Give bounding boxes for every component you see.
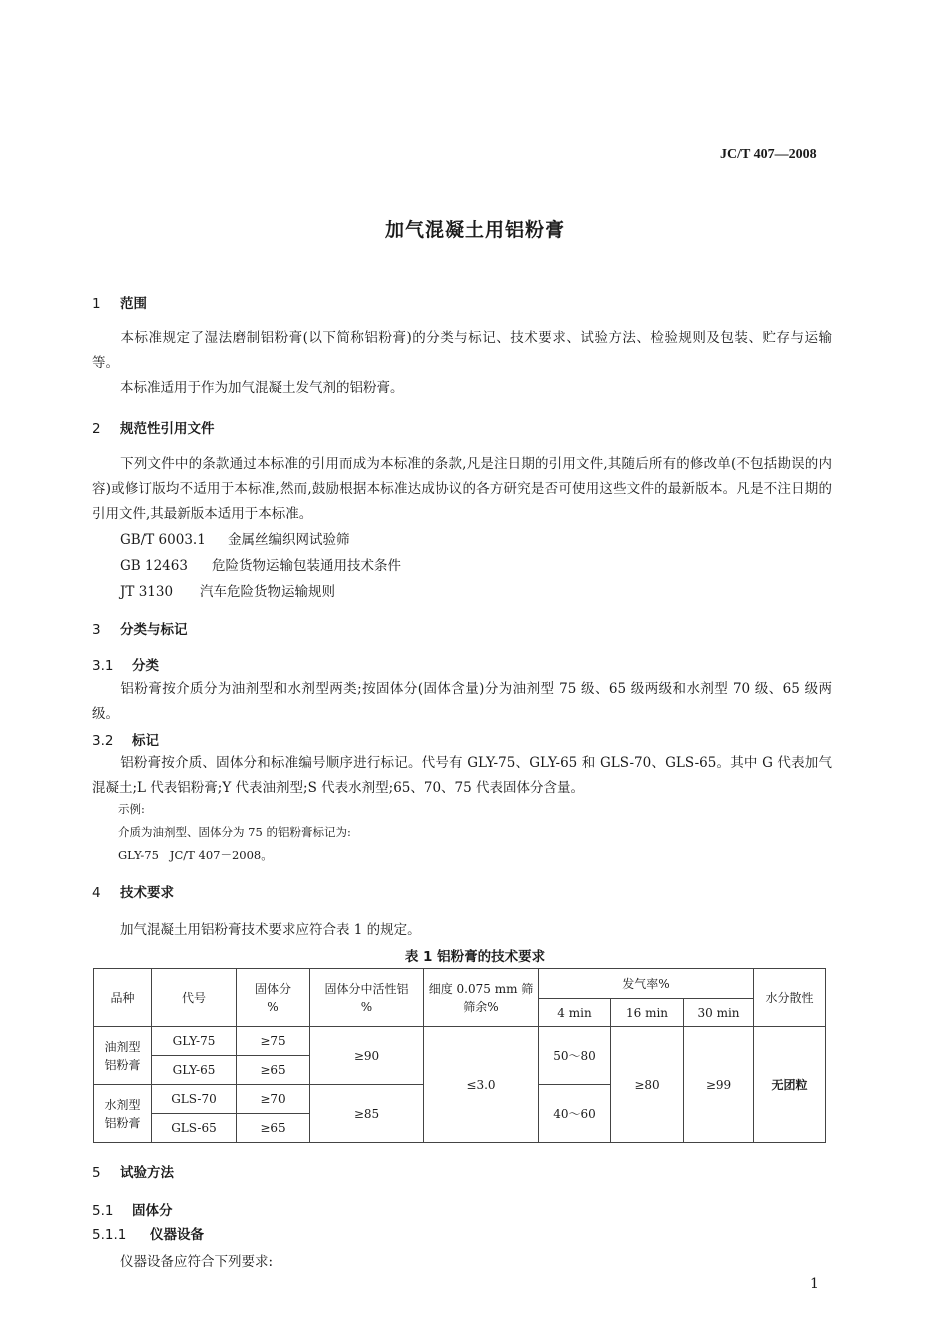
header-solid-unit: % bbox=[267, 999, 279, 1014]
variety-water bbox=[94, 1085, 152, 1143]
active-al-cell: ≥85 bbox=[310, 1085, 424, 1143]
section-title: 固体分 bbox=[132, 1203, 173, 1219]
section-title: 试验方法 bbox=[120, 1165, 174, 1181]
gas-4min-cell: 50～80 bbox=[539, 1027, 611, 1085]
header-30min: 30 min bbox=[684, 999, 754, 1027]
variety-line: 铝粉膏 bbox=[104, 1115, 141, 1130]
section-1-heading bbox=[92, 292, 147, 312]
reference-code: GB/T 6003.1 bbox=[120, 532, 206, 548]
header-fineness bbox=[424, 969, 539, 1027]
header-variety: 品种 bbox=[94, 969, 152, 1027]
solid-cell: ≥65 bbox=[237, 1114, 310, 1143]
section-title: 仪器设备 bbox=[150, 1227, 204, 1243]
variety-oil bbox=[94, 1027, 152, 1085]
active-al-cell: ≥90 bbox=[310, 1027, 424, 1085]
reference-item bbox=[120, 554, 401, 574]
code-cell: GLY-65 bbox=[152, 1056, 237, 1085]
section-number: 3 bbox=[92, 622, 101, 638]
paragraph-text: 铝粉膏按介质分为油剂型和水剂型两类;按固体分(固体含量)分为油剂型 75 级、65 级两级和水剂型 70 级、65 级两级。 bbox=[92, 681, 832, 722]
section-3-heading bbox=[92, 618, 188, 638]
header-4min: 4 min bbox=[539, 999, 611, 1027]
paragraph-text: 本标准规定了湿法磨制铝粉膏(以下简称铝粉膏)的分类与标记、技术要求、试验方法、检验规则及包装、贮存与运输等。 bbox=[92, 330, 832, 371]
reference-title: 汽车危险货物运输规则 bbox=[200, 584, 335, 600]
section-5-heading bbox=[92, 1161, 174, 1181]
solid-cell: ≥70 bbox=[237, 1085, 310, 1114]
section-2-paragraph bbox=[92, 452, 832, 527]
reference-title: 危险货物运输包装通用技术条件 bbox=[212, 558, 401, 574]
section-1-paragraph-1 bbox=[92, 326, 832, 376]
technical-requirements-table bbox=[93, 968, 826, 1143]
section-1-paragraph-2 bbox=[92, 376, 832, 401]
fineness-cell: ≤3.0 bbox=[424, 1027, 539, 1143]
table-header-row bbox=[94, 969, 826, 999]
standard-code: JC/T 407—2008 bbox=[720, 147, 817, 162]
example-label: 示例: bbox=[118, 802, 145, 816]
variety-line: 铝粉膏 bbox=[104, 1057, 141, 1072]
section-3-2-heading bbox=[92, 729, 159, 749]
header-code: 代号 bbox=[152, 969, 237, 1027]
section-title: 技术要求 bbox=[120, 885, 174, 901]
paragraph-text: 下列文件中的条款通过本标准的引用而成为本标准的条款,凡是注日期的引用文件,其随后所有的修改单(不包括勘误的内容)或修订版均不适用于本标准,然而,鼓励根据本标准达成协议的各方研究是否可使用这些文件的最新版本。凡是不注日期的引用文件,其最新版本适用于本标准。 bbox=[92, 456, 832, 522]
paragraph-text: 本标准适用于作为加气混凝土发气剂的铝粉膏。 bbox=[120, 380, 404, 396]
header-active-label: 固体分中活性铝 bbox=[324, 981, 409, 996]
section-number: 3.1 bbox=[92, 658, 114, 674]
gas-16min-cell: ≥80 bbox=[611, 1027, 684, 1143]
page-number: 1 bbox=[810, 1276, 819, 1292]
section-4-heading bbox=[92, 881, 174, 901]
code-cell: GLS-70 bbox=[152, 1085, 237, 1114]
header-dispersibility: 水分散性 bbox=[754, 969, 826, 1027]
header-solid-content bbox=[237, 969, 310, 1027]
example-text: 介质为油剂型、固体分为 75 的铝粉膏标记为: bbox=[118, 825, 351, 839]
section-2-heading bbox=[92, 417, 215, 437]
section-number: 3.2 bbox=[92, 733, 114, 749]
variety-line: 水剂型 bbox=[104, 1097, 141, 1112]
section-4-paragraph: 加气混凝土用铝粉膏技术要求应符合表 1 的规定。 bbox=[120, 922, 421, 938]
variety-line: 油剂型 bbox=[104, 1039, 141, 1054]
section-number: 5 bbox=[92, 1165, 101, 1181]
section-5-1-heading bbox=[92, 1199, 173, 1219]
header-16min: 16 min bbox=[611, 999, 684, 1027]
section-title: 分类 bbox=[132, 658, 159, 674]
code-cell: GLS-65 bbox=[152, 1114, 237, 1143]
section-number: 5.1 bbox=[92, 1203, 114, 1219]
gas-30min-cell: ≥99 bbox=[684, 1027, 754, 1143]
reference-code: GB 12463 bbox=[120, 558, 188, 574]
section-title: 规范性引用文件 bbox=[120, 421, 215, 437]
header-solid-label: 固体分 bbox=[254, 981, 291, 996]
solid-cell: ≥75 bbox=[237, 1027, 310, 1056]
section-number: 2 bbox=[92, 421, 101, 437]
paragraph-text: 铝粉膏按介质、固体分和标准编号顺序进行标记。代号有 GLY-75、GLY-65 和 GLS-70、GLS-65。其中 G 代表加气混凝土;L 代表铝粉膏;Y 代表油剂型;S 代表水剂型;65、70、75 代表固体分含量。 bbox=[92, 755, 832, 796]
table-row bbox=[94, 1027, 826, 1056]
section-3-1-paragraph bbox=[92, 677, 832, 727]
section-3-1-heading bbox=[92, 654, 159, 674]
gas-4min-cell: 40～60 bbox=[539, 1085, 611, 1143]
section-title: 标记 bbox=[132, 733, 159, 749]
section-number: 1 bbox=[92, 296, 101, 312]
table-caption: 表 1 铝粉膏的技术要求 bbox=[404, 949, 546, 965]
header-active-unit: % bbox=[360, 999, 373, 1014]
section-title: 范围 bbox=[120, 296, 147, 312]
reference-item bbox=[120, 528, 350, 548]
section-3-2-paragraph bbox=[92, 751, 832, 801]
section-5-1-1-paragraph: 仪器设备应符合下列要求: bbox=[120, 1254, 274, 1270]
section-number: 4 bbox=[92, 885, 101, 901]
header-fineness-label: 细度 0.075 mm 筛 bbox=[428, 981, 534, 996]
header-gas-rate: 发气率% bbox=[539, 969, 754, 999]
section-number: 5.1.1 bbox=[92, 1227, 127, 1243]
dispersibility-cell: 无团粒 bbox=[754, 1027, 826, 1143]
example-mark: GLY-75 JC/T 407－2008。 bbox=[118, 848, 273, 862]
header-fineness-unit: 筛余% bbox=[463, 999, 499, 1014]
reference-item bbox=[120, 580, 335, 600]
code-cell: GLY-75 bbox=[152, 1027, 237, 1056]
document-title: 加气混凝土用铝粉膏 bbox=[384, 219, 565, 241]
solid-cell: ≥65 bbox=[237, 1056, 310, 1085]
reference-title: 金属丝编织网试验筛 bbox=[228, 532, 350, 548]
section-5-1-1-heading bbox=[92, 1223, 204, 1243]
header-active-aluminum bbox=[310, 969, 424, 1027]
section-title: 分类与标记 bbox=[120, 622, 188, 638]
reference-code: JT 3130 bbox=[120, 584, 174, 600]
